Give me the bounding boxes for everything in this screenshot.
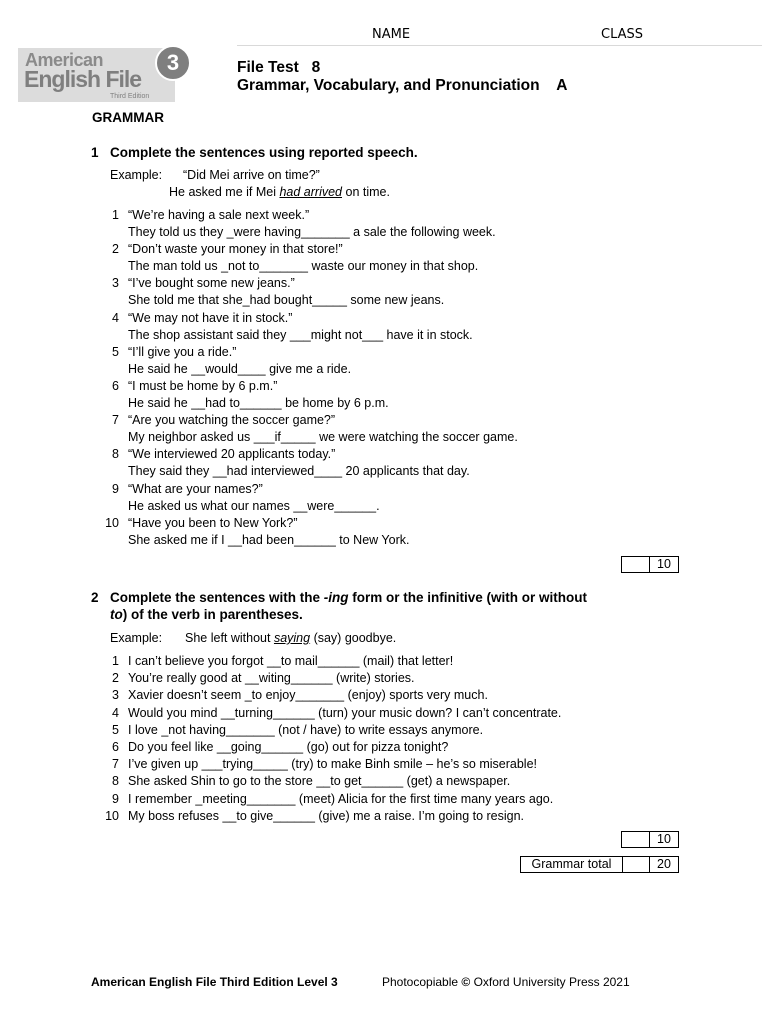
q2-item-text: I remember _meeting_______ (meet) Alicia for the first time many years ago. <box>128 791 554 806</box>
q1-item-number: 4 <box>112 310 119 325</box>
footer-left: American English File Third Edition Level 3 <box>91 975 338 989</box>
header-line <box>237 45 762 46</box>
q1-item-quote: “What are your names?” <box>128 481 263 496</box>
q1-item-number: 7 <box>112 413 119 428</box>
logo <box>18 48 175 102</box>
q2-item-number: 5 <box>112 722 119 737</box>
q1-example-quote: “Did Mei arrive on time?” <box>183 168 320 182</box>
q1-item-quote: “Don’t waste your money in that store!” <box>128 242 343 257</box>
q1-example-answer: He asked me if Mei had arrived on time. <box>169 185 390 199</box>
q1-item-quote: “I’ll give you a ride.” <box>128 344 237 359</box>
logo-line1: American <box>25 50 104 70</box>
q1-item-number: 5 <box>112 344 119 359</box>
q1-item-answer: He said he __would____ give me a ride. <box>128 361 352 376</box>
q2-score-box <box>621 831 679 848</box>
q2-score: 10 <box>657 832 671 846</box>
footer-right: Photocopiable © Oxford University Press 2021 <box>382 975 630 989</box>
q2-item-number: 10 <box>105 808 119 823</box>
q2-item-number: 9 <box>112 791 119 806</box>
q1-instruction: Complete the sentences using reported speech. <box>110 145 418 160</box>
grammar-total-label: Grammar total <box>531 857 612 871</box>
q2-instruction-line1: Complete the sentences with the -ing form or the infinitive (with or without <box>110 590 588 605</box>
q2-number: 2 <box>91 590 99 605</box>
section-title: GRAMMAR <box>92 110 164 125</box>
q1-item-number: 10 <box>105 515 119 530</box>
q2-item-number: 4 <box>112 705 119 720</box>
q1-item-number: 2 <box>112 242 119 257</box>
q2-item-text: Do you feel like __going______ (go) out for pizza tonight? <box>128 740 449 754</box>
q2-instruction-line2: to) of the verb in parentheses. <box>110 607 303 622</box>
q1-item-answer: She asked me if I __had been______ to New York. <box>128 532 410 547</box>
q2-item-number: 1 <box>112 654 119 668</box>
q1-item-answer: He said he __had to______ be home by 6 p.m. <box>128 396 389 410</box>
q2-item-text: Would you mind __turning______ (turn) your music down? I can’t concentrate. <box>128 705 562 720</box>
logo-level-badge: 3 <box>155 45 191 81</box>
q1-item-quote: “We’re having a sale next week.” <box>128 208 310 222</box>
q1-item-answer: The shop assistant said they ___might not___ have it in stock. <box>128 327 473 342</box>
grammar-total-box <box>520 856 679 873</box>
q2-example-label: Example: <box>110 631 163 645</box>
q1-score-box <box>621 556 679 573</box>
q2-item-number: 3 <box>112 688 119 703</box>
q2-item-number: 2 <box>112 671 119 686</box>
q1-item-answer: They told us they _were having_______ a sale the following week. <box>128 225 496 239</box>
logo-edition: Third Edition <box>110 93 150 100</box>
q2-item-number: 8 <box>112 774 119 789</box>
q1-item-answer: He asked us what our names __were______. <box>128 498 380 513</box>
q1-item-number: 1 <box>112 208 119 222</box>
copyright-symbol: © <box>461 975 471 989</box>
q1-item-quote: “Have you been to New York?” <box>128 515 298 530</box>
class-label: CLASS <box>601 27 644 42</box>
test-title: File Test 8 <box>237 59 321 76</box>
q1-item-quote: “We may not have it in stock.” <box>128 310 293 325</box>
q2-item-text: Xavier doesn’t seem _to enjoy_______ (enjoy) sports very much. <box>128 688 488 703</box>
name-label: NAME <box>372 27 411 42</box>
q1-score: 10 <box>657 557 671 571</box>
q2-item-number: 7 <box>112 757 119 772</box>
q2-item-text: She asked Shin to go to the store __to get______ (get) a newspaper. <box>128 774 511 789</box>
q1-item-number: 6 <box>112 379 119 393</box>
q1-example-label: Example: <box>110 168 163 182</box>
grammar-total-score: 20 <box>657 857 671 871</box>
q1-item-number: 3 <box>112 276 119 291</box>
q2-item-number: 6 <box>112 740 119 754</box>
logo-line2: English File <box>24 66 142 92</box>
q1-item-answer: The man told us _not to_______ waste our money in that shop. <box>128 259 479 274</box>
q2-item-text: You’re really good at __witing______ (write) stories. <box>128 671 415 686</box>
q1-item-number: 9 <box>112 481 119 496</box>
q2-item-text: I can’t believe you forgot __to mail______ (mail) that letter! <box>128 654 454 668</box>
q2-item-text: I love _not having_______ (not / have) to write essays anymore. <box>128 722 484 737</box>
q1-number: 1 <box>91 145 99 160</box>
q1-item-answer: She told me that she_had bought_____ some new jeans. <box>128 293 445 308</box>
q1-item-quote: “Are you watching the soccer game?” <box>128 413 336 428</box>
q2-item-text: My boss refuses __to give______ (give) me a raise. I’m going to resign. <box>128 808 525 823</box>
q2-item-text: I’ve given up ___trying_____ (try) to make Binh smile – he’s so miserable! <box>128 757 538 772</box>
test-subtitle: Grammar, Vocabulary, and Pronunciation A <box>237 77 568 94</box>
q1-item-quote: “We interviewed 20 applicants today.” <box>128 447 336 462</box>
q1-item-answer: They said they __had interviewed____ 20 applicants that day. <box>128 464 470 479</box>
q1-item-quote: “I must be home by 6 p.m.” <box>128 379 278 393</box>
q1-item-quote: “I’ve bought some new jeans.” <box>128 276 295 291</box>
q2-example-sentence: She left without saying (say) goodbye. <box>185 631 397 645</box>
q1-item-number: 8 <box>112 447 119 462</box>
q1-item-answer: My neighbor asked us ___if_____ we were watching the soccer game. <box>128 430 518 445</box>
